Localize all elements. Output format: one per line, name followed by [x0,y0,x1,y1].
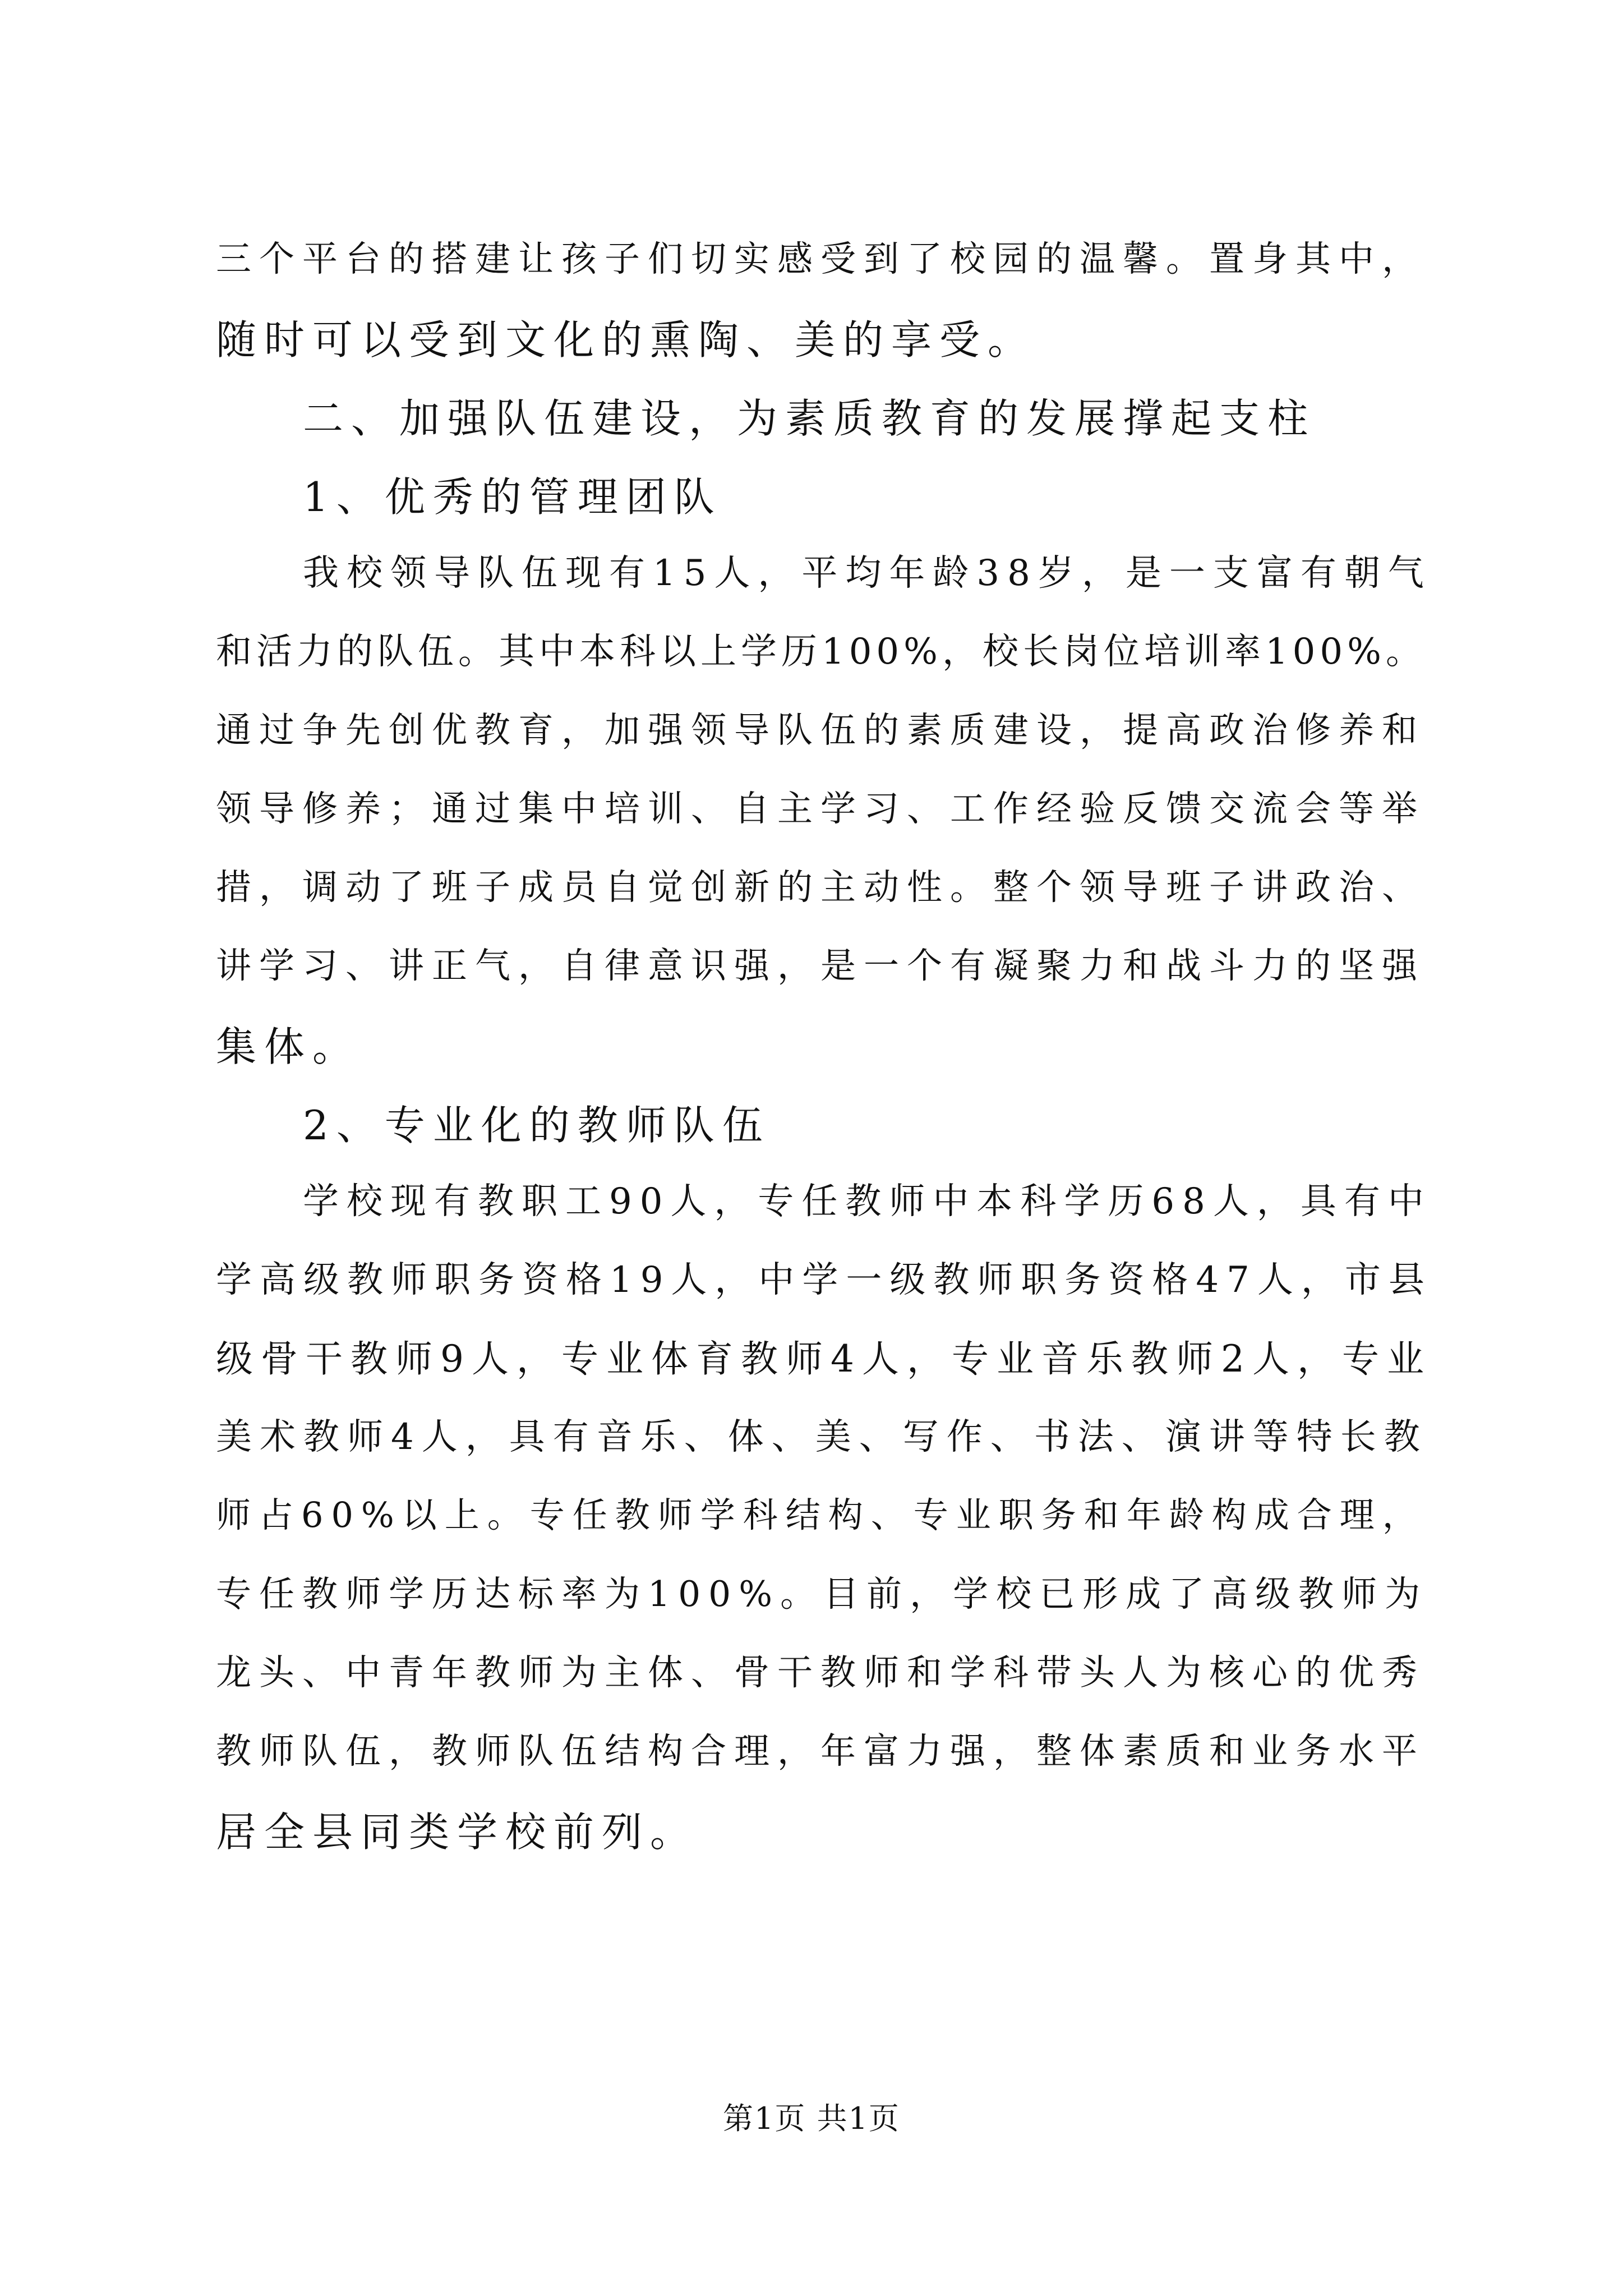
paragraph-line: 龙头、中青年教师为主体、骨干教师和学科带头人为核心的优秀 [216,1652,1425,1693]
paragraph-line: 领导修养；通过集中培训、自主学习、工作经验反馈交流会等举 [216,788,1425,829]
paragraph-line: 居全县同类学校前列。 [216,1809,699,1856]
paragraph-line: 三个平台的搭建让孩子们切实感受到了校园的温馨。置身其中， [216,238,1425,279]
paragraph-line: 集体。 [216,1023,361,1070]
paragraph-line: 教师队伍，教师队伍结构合理，年富力强，整体素质和业务水平 [216,1731,1425,1772]
paragraph-line: 美术教师4人，具有音乐、体、美、写作、书法、演讲等特长教 [216,1416,1428,1458]
paragraph-line: 级骨干教师9人，专业体育教师4人，专业音乐教师2人，专业 [216,1337,1432,1381]
paragraph-line: 学高级教师职务资格19人，中学一级教师职务资格47人，市县 [216,1259,1432,1301]
section-heading: 二、加强队伍建设，为素质教育的发展撑起支柱 [303,395,1316,442]
paragraph-line: 师占60%以上。专任教师学科结构、专业职务和年龄构成合理， [216,1494,1425,1535]
paragraph-line: 和活力的队伍。其中本科以上学历100%，校长岗位培训率100%。 [216,631,1426,673]
paragraph-line: 学校现有教职工90人，专任教师中本科学历68人，具有中 [303,1181,1432,1222]
subsection-heading: 2、专业化的教师队伍 [303,1102,771,1149]
paragraph-line: 措，调动了班子成员自觉创新的主动性。整个领导班子讲政治、 [216,867,1425,908]
paragraph-line: 我校领导队伍现有15人，平均年龄38岁，是一支富有朝气 [303,553,1432,594]
paragraph-line: 讲学习、讲正气，自律意识强，是一个有凝聚力和战斗力的坚强 [216,945,1425,986]
page-footer: 第1页 共1页 [723,2101,900,2136]
subsection-heading: 1、优秀的管理团队 [303,473,722,521]
paragraph-line: 专任教师学历达标率为100%。目前，学校已形成了高级教师为 [216,1573,1428,1614]
paragraph-line: 通过争先创优教育，加强领导队伍的素质建设，提高政治修养和 [216,710,1425,751]
paragraph-line: 随时可以受到文化的熏陶、美的享受。 [216,316,1036,364]
